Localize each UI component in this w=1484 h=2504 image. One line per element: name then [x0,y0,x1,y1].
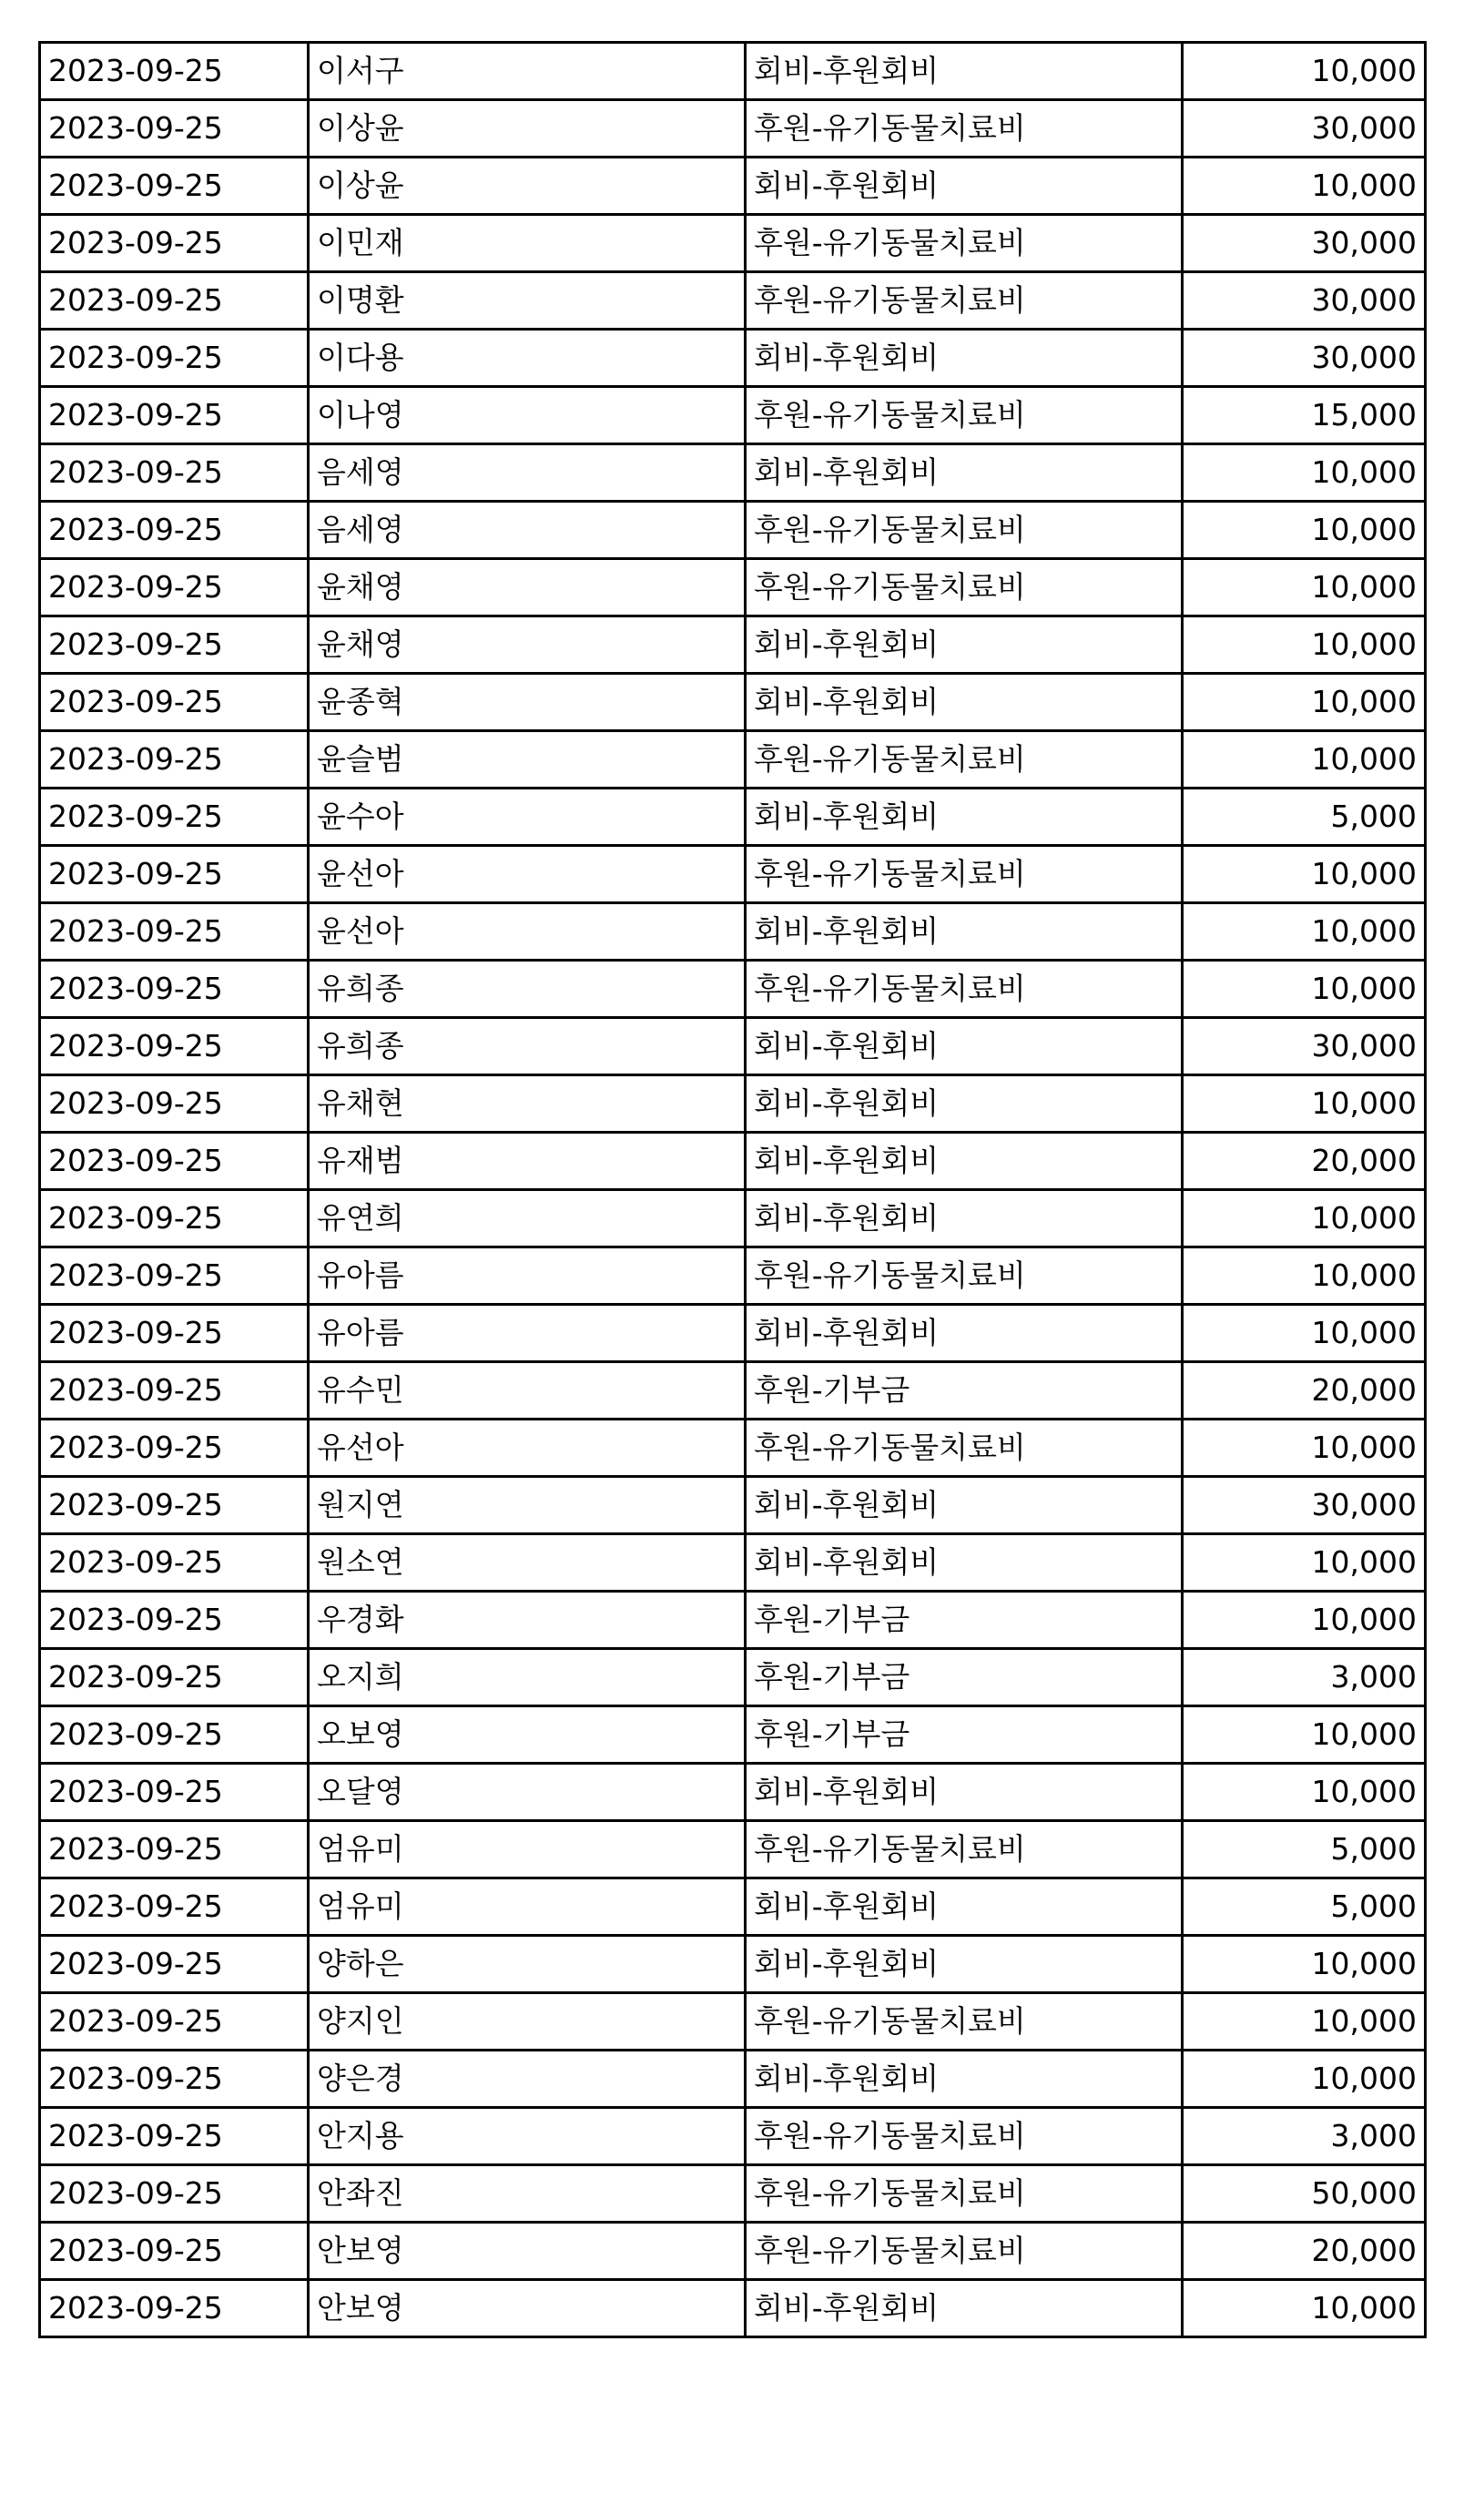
name-cell: 안좌진 [309,2165,746,2223]
category-cell: 후원-유기동물치료비 [746,961,1183,1018]
date-cell: 2023-09-25 [40,1133,309,1190]
amount-cell: 10,000 [1183,2051,1426,2108]
amount-cell: 20,000 [1183,1133,1426,1190]
category-cell: 후원-유기동물치료비 [746,559,1183,616]
amount-cell: 10,000 [1183,43,1426,100]
table-row [40,502,1426,559]
table-row [40,1477,1426,1534]
category-cell: 회비-후원회비 [746,1534,1183,1592]
date-cell: 2023-09-25 [40,1247,309,1305]
date-cell: 2023-09-25 [40,272,309,330]
name-cell: 안보영 [309,2280,746,2337]
date-cell: 2023-09-25 [40,2108,309,2165]
table-row [40,731,1426,789]
category-cell: 후원-기부금 [746,1649,1183,1706]
date-cell: 2023-09-25 [40,789,309,846]
date-cell: 2023-09-25 [40,961,309,1018]
amount-cell: 50,000 [1183,2165,1426,2223]
table-row [40,444,1426,502]
table-row [40,1936,1426,1993]
table-row [40,2051,1426,2108]
name-cell: 윤선아 [309,903,746,961]
category-cell: 회비-후원회비 [746,1764,1183,1821]
amount-cell: 10,000 [1183,1592,1426,1649]
name-cell: 유희종 [309,961,746,1018]
category-cell: 후원-유기동물치료비 [746,731,1183,789]
amount-cell: 10,000 [1183,961,1426,1018]
amount-cell: 30,000 [1183,1018,1426,1075]
table-row [40,1075,1426,1133]
name-cell: 윤수아 [309,789,746,846]
table-row [40,1821,1426,1878]
table-row [40,789,1426,846]
date-cell: 2023-09-25 [40,1362,309,1420]
category-cell: 회비-후원회비 [746,1190,1183,1247]
category-cell: 회비-후원회비 [746,158,1183,215]
category-cell: 후원-유기동물치료비 [746,1247,1183,1305]
name-cell: 엄유미 [309,1821,746,1878]
date-cell: 2023-09-25 [40,387,309,444]
date-cell: 2023-09-25 [40,2165,309,2223]
name-cell: 윤슬범 [309,731,746,789]
name-cell: 유아름 [309,1305,746,1362]
category-cell: 후원-유기동물치료비 [746,100,1183,158]
amount-cell: 10,000 [1183,674,1426,731]
date-cell: 2023-09-25 [40,158,309,215]
amount-cell: 20,000 [1183,2223,1426,2280]
table-row [40,158,1426,215]
amount-cell: 10,000 [1183,444,1426,502]
amount-cell: 5,000 [1183,1878,1426,1936]
date-cell: 2023-09-25 [40,1936,309,1993]
name-cell: 윤선아 [309,846,746,903]
name-cell: 유희종 [309,1018,746,1075]
table-row [40,215,1426,272]
date-cell: 2023-09-25 [40,674,309,731]
ledger-body [40,43,1426,2337]
name-cell: 이상윤 [309,100,746,158]
amount-cell: 30,000 [1183,1477,1426,1534]
category-cell: 후원-유기동물치료비 [746,2165,1183,2223]
table-row [40,1993,1426,2051]
date-cell: 2023-09-25 [40,559,309,616]
amount-cell: 10,000 [1183,616,1426,674]
date-cell: 2023-09-25 [40,1821,309,1878]
date-cell: 2023-09-25 [40,2280,309,2337]
date-cell: 2023-09-25 [40,903,309,961]
name-cell: 이민재 [309,215,746,272]
date-cell: 2023-09-25 [40,502,309,559]
table-row [40,1247,1426,1305]
table-row [40,674,1426,731]
amount-cell: 20,000 [1183,1362,1426,1420]
name-cell: 윤채영 [309,559,746,616]
category-cell: 회비-후원회비 [746,1477,1183,1534]
amount-cell: 10,000 [1183,1993,1426,2051]
table-row [40,387,1426,444]
donation-ledger-table [38,41,1427,2338]
date-cell: 2023-09-25 [40,1190,309,1247]
date-cell: 2023-09-25 [40,1075,309,1133]
name-cell: 유연희 [309,1190,746,1247]
name-cell: 양하은 [309,1936,746,1993]
category-cell: 회비-후원회비 [746,616,1183,674]
table-row [40,1420,1426,1477]
category-cell: 회비-후원회비 [746,43,1183,100]
category-cell: 후원-유기동물치료비 [746,272,1183,330]
name-cell: 오달영 [309,1764,746,1821]
name-cell: 양지인 [309,1993,746,2051]
category-cell: 후원-유기동물치료비 [746,215,1183,272]
name-cell: 엄유미 [309,1878,746,1936]
category-cell: 회비-후원회비 [746,1936,1183,1993]
amount-cell: 5,000 [1183,1821,1426,1878]
name-cell: 유재범 [309,1133,746,1190]
amount-cell: 10,000 [1183,731,1426,789]
category-cell: 후원-유기동물치료비 [746,2108,1183,2165]
table-row [40,1649,1426,1706]
amount-cell: 30,000 [1183,215,1426,272]
name-cell: 유선아 [309,1420,746,1477]
category-cell: 회비-후원회비 [746,2280,1183,2337]
amount-cell: 10,000 [1183,846,1426,903]
amount-cell: 15,000 [1183,387,1426,444]
date-cell: 2023-09-25 [40,100,309,158]
table-row [40,846,1426,903]
amount-cell: 10,000 [1183,1305,1426,1362]
table-row [40,272,1426,330]
table-row [40,330,1426,387]
name-cell: 음세영 [309,444,746,502]
table-row [40,2165,1426,2223]
name-cell: 원지연 [309,1477,746,1534]
amount-cell: 30,000 [1183,330,1426,387]
table-row [40,2223,1426,2280]
category-cell: 회비-후원회비 [746,2051,1183,2108]
category-cell: 회비-후원회비 [746,1075,1183,1133]
name-cell: 양은경 [309,2051,746,2108]
date-cell: 2023-09-25 [40,43,309,100]
date-cell: 2023-09-25 [40,1764,309,1821]
table-row [40,2280,1426,2337]
date-cell: 2023-09-25 [40,1993,309,2051]
date-cell: 2023-09-25 [40,1878,309,1936]
amount-cell: 30,000 [1183,272,1426,330]
amount-cell: 10,000 [1183,1247,1426,1305]
name-cell: 이명환 [309,272,746,330]
table-row [40,1592,1426,1649]
table-row [40,2108,1426,2165]
category-cell: 후원-기부금 [746,1592,1183,1649]
date-cell: 2023-09-25 [40,444,309,502]
date-cell: 2023-09-25 [40,215,309,272]
category-cell: 회비-후원회비 [746,674,1183,731]
date-cell: 2023-09-25 [40,1649,309,1706]
amount-cell: 3,000 [1183,1649,1426,1706]
table-row [40,1305,1426,1362]
date-cell: 2023-09-25 [40,1534,309,1592]
name-cell: 안보영 [309,2223,746,2280]
table-row [40,1133,1426,1190]
name-cell: 유채현 [309,1075,746,1133]
amount-cell: 10,000 [1183,502,1426,559]
amount-cell: 10,000 [1183,1764,1426,1821]
amount-cell: 10,000 [1183,1075,1426,1133]
table-row [40,559,1426,616]
category-cell: 후원-유기동물치료비 [746,502,1183,559]
amount-cell: 10,000 [1183,1936,1426,1993]
category-cell: 후원-유기동물치료비 [746,387,1183,444]
date-cell: 2023-09-25 [40,1477,309,1534]
table-row [40,100,1426,158]
table-row [40,1018,1426,1075]
name-cell: 우경화 [309,1592,746,1649]
date-cell: 2023-09-25 [40,1592,309,1649]
category-cell: 후원-유기동물치료비 [746,2223,1183,2280]
name-cell: 유아름 [309,1247,746,1305]
date-cell: 2023-09-25 [40,616,309,674]
amount-cell: 3,000 [1183,2108,1426,2165]
amount-cell: 10,000 [1183,1706,1426,1764]
category-cell: 회비-후원회비 [746,1878,1183,1936]
table-row [40,1362,1426,1420]
name-cell: 음세영 [309,502,746,559]
table-row [40,1534,1426,1592]
table-row [40,1764,1426,1821]
name-cell: 유수민 [309,1362,746,1420]
date-cell: 2023-09-25 [40,846,309,903]
table-row [40,43,1426,100]
date-cell: 2023-09-25 [40,1706,309,1764]
table-row [40,903,1426,961]
category-cell: 회비-후원회비 [746,330,1183,387]
category-cell: 후원-기부금 [746,1362,1183,1420]
category-cell: 회비-후원회비 [746,789,1183,846]
category-cell: 후원-유기동물치료비 [746,1993,1183,2051]
amount-cell: 30,000 [1183,100,1426,158]
date-cell: 2023-09-25 [40,731,309,789]
category-cell: 후원-유기동물치료비 [746,846,1183,903]
category-cell: 회비-후원회비 [746,1018,1183,1075]
name-cell: 이상윤 [309,158,746,215]
amount-cell: 10,000 [1183,559,1426,616]
table-row [40,961,1426,1018]
amount-cell: 10,000 [1183,1420,1426,1477]
amount-cell: 10,000 [1183,2280,1426,2337]
amount-cell: 10,000 [1183,1534,1426,1592]
date-cell: 2023-09-25 [40,2223,309,2280]
date-cell: 2023-09-25 [40,1018,309,1075]
category-cell: 회비-후원회비 [746,444,1183,502]
name-cell: 윤종혁 [309,674,746,731]
name-cell: 오보영 [309,1706,746,1764]
date-cell: 2023-09-25 [40,330,309,387]
amount-cell: 10,000 [1183,903,1426,961]
name-cell: 안지용 [309,2108,746,2165]
date-cell: 2023-09-25 [40,2051,309,2108]
table-row [40,1878,1426,1936]
amount-cell: 5,000 [1183,789,1426,846]
table-row [40,616,1426,674]
date-cell: 2023-09-25 [40,1305,309,1362]
table-row [40,1190,1426,1247]
date-cell: 2023-09-25 [40,1420,309,1477]
category-cell: 회비-후원회비 [746,1305,1183,1362]
table-row [40,1706,1426,1764]
category-cell: 회비-후원회비 [746,1133,1183,1190]
category-cell: 후원-유기동물치료비 [746,1821,1183,1878]
name-cell: 윤채영 [309,616,746,674]
name-cell: 오지희 [309,1649,746,1706]
amount-cell: 10,000 [1183,158,1426,215]
name-cell: 이다용 [309,330,746,387]
category-cell: 후원-유기동물치료비 [746,1420,1183,1477]
name-cell: 이서구 [309,43,746,100]
name-cell: 이나영 [309,387,746,444]
amount-cell: 10,000 [1183,1190,1426,1247]
category-cell: 회비-후원회비 [746,903,1183,961]
category-cell: 후원-기부금 [746,1706,1183,1764]
name-cell: 원소연 [309,1534,746,1592]
